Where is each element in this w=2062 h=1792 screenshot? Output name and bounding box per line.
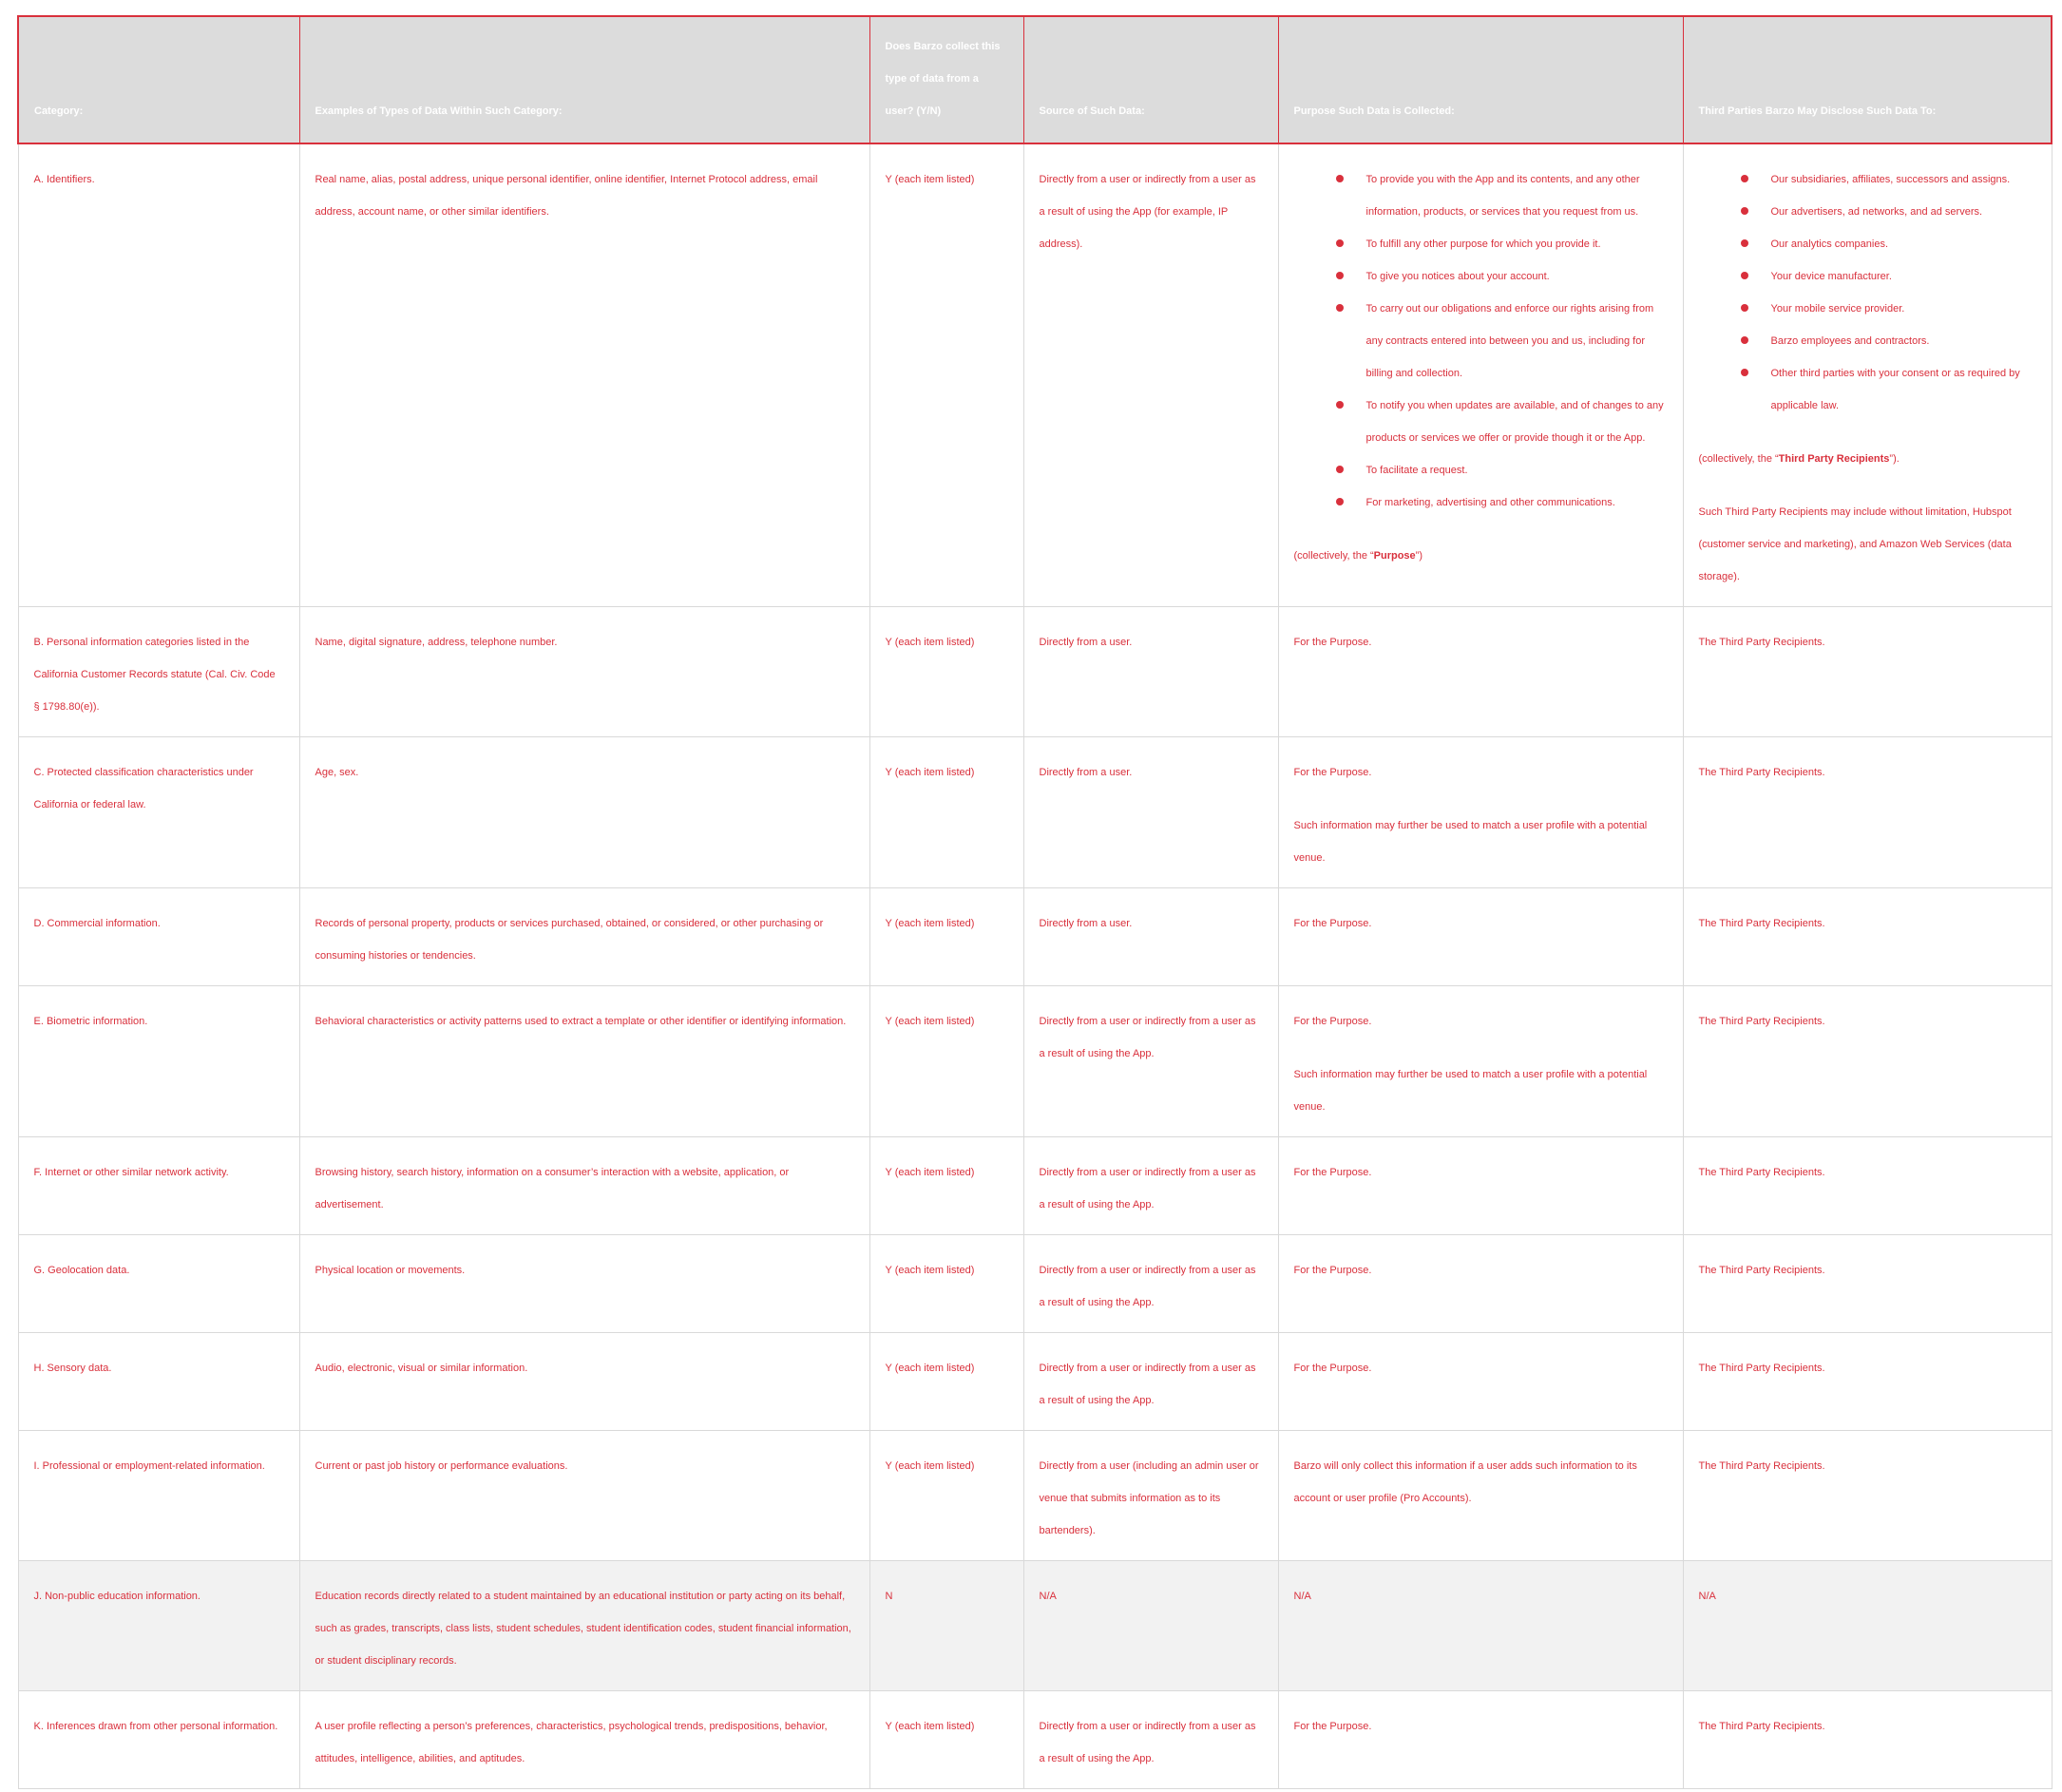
- third-party-extra: Such Third Party Recipients may include without limitation, Hubspot (customer service and marketing), and Amazon Web Services (data storage).: [1698, 506, 2012, 582]
- header-third-parties: Third Parties Barzo May Disclose Such Data To:: [1683, 16, 2052, 143]
- table-row: [18, 143, 2052, 607]
- header-examples: Examples of Types of Data Within Such Category:: [299, 16, 869, 143]
- cell-source: Directly from a user or indirectly from a user as a result of using the App.: [1023, 1235, 1278, 1333]
- cell-third-parties: The Third Party Recipients.: [1683, 1431, 2052, 1561]
- purpose-extra: Such information may further be used to match a user profile with a potential venue.: [1293, 820, 1648, 864]
- cell-third-parties: The Third Party Recipients.: [1683, 1137, 2052, 1235]
- purpose-note-suffix: ”): [1415, 550, 1422, 562]
- purpose-text: For the Purpose.: [1293, 1016, 1372, 1027]
- purpose-text: N/A: [1293, 1591, 1311, 1602]
- cell-source: Directly from a user or indirectly from a user as a result of using the App.: [1023, 986, 1278, 1137]
- cell-category: D. Commercial information.: [18, 888, 299, 986]
- cell-third-parties: The Third Party Recipients.: [1683, 737, 2052, 888]
- purpose-extra: Such information may further be used to match a user profile with a potential venue.: [1293, 1069, 1648, 1113]
- cell-collect: Y (each item listed): [869, 888, 1023, 986]
- cell-source: Directly from a user or indirectly from a user as a result of using the App (for example, IP address).: [1023, 143, 1278, 607]
- table-row: [18, 1333, 2052, 1431]
- list-item: To fulfill any other purpose for which you provide it.: [1336, 228, 1668, 260]
- purpose-note-prefix: (collectively, the “: [1293, 550, 1374, 562]
- list-item: Your mobile service provider.: [1741, 293, 2036, 325]
- purpose-text: Barzo will only collect this information if a user adds such information to its account or user profile (Pro Accounts).: [1293, 1460, 1637, 1504]
- cell-purpose: [1278, 1235, 1683, 1333]
- table-row: [18, 1235, 2052, 1333]
- cell-category: I. Professional or employment-related information.: [18, 1431, 299, 1561]
- table-row: [18, 888, 2052, 986]
- table-row: [18, 607, 2052, 737]
- cell-collect: N: [869, 1561, 1023, 1691]
- list-item: Other third parties with your consent or as required by applicable law.: [1741, 357, 2036, 422]
- cell-collect: Y (each item listed): [869, 1235, 1023, 1333]
- cell-examples: Current or past job history or performance evaluations.: [299, 1431, 869, 1561]
- purpose-note: [1294, 540, 1668, 572]
- cell-collect: Y (each item listed): [869, 1333, 1023, 1431]
- purpose-term: Purpose: [1373, 550, 1416, 562]
- list-item: Barzo employees and contractors.: [1741, 325, 2036, 357]
- list-item: To carry out our obligations and enforce our rights arising from any contracts entered into between you and us, including for billing and collection.: [1336, 293, 1668, 390]
- table-row: [18, 1561, 2052, 1691]
- cell-source: Directly from a user or indirectly from a user as a result of using the App.: [1023, 1137, 1278, 1235]
- cell-source: Directly from a user or indirectly from a user as a result of using the App.: [1023, 1333, 1278, 1431]
- list-item: To notify you when updates are available, and of changes to any products or services we offer or provide though it or the App.: [1336, 390, 1668, 454]
- table-row: [18, 1431, 2052, 1561]
- cell-purpose: [1278, 1333, 1683, 1431]
- cell-source: Directly from a user (including an admin user or venue that submits information as to its bartenders).: [1023, 1431, 1278, 1561]
- table-row: [18, 737, 2052, 888]
- cell-category: B. Personal information categories listed in the California Customer Records statute (Cal. Civ. Code § 1798.80(e)).: [18, 607, 299, 737]
- cell-category: J. Non-public education information.: [18, 1561, 299, 1691]
- purpose-text: For the Purpose.: [1293, 1721, 1372, 1732]
- purpose-text: For the Purpose.: [1293, 1363, 1372, 1374]
- list-item: To give you notices about your account.: [1336, 260, 1668, 293]
- privacy-data-table: [17, 15, 2052, 1789]
- purpose-text: For the Purpose.: [1293, 1265, 1372, 1276]
- cell-examples: Audio, electronic, visual or similar information.: [299, 1333, 869, 1431]
- cell-source: Directly from a user or indirectly from a user as a result of using the App.: [1023, 1691, 1278, 1789]
- cell-examples: Education records directly related to a student maintained by an educational institution or party acting on its behalf, such as grades, transcripts, class lists, student schedules, student identification codes, student financial information, or student disciplinary records.: [299, 1561, 869, 1691]
- cell-purpose: [1278, 1431, 1683, 1561]
- purpose-text: For the Purpose.: [1293, 767, 1372, 778]
- cell-third-parties: [1683, 143, 2052, 607]
- list-item: To facilitate a request.: [1336, 454, 1668, 486]
- cell-purpose: [1278, 1137, 1683, 1235]
- cell-category: A. Identifiers.: [18, 143, 299, 607]
- cell-purpose: [1278, 607, 1683, 737]
- cell-collect: Y (each item listed): [869, 1137, 1023, 1235]
- cell-purpose: [1278, 737, 1683, 888]
- cell-collect: Y (each item listed): [869, 1431, 1023, 1561]
- cell-collect: Y (each item listed): [869, 986, 1023, 1137]
- cell-category: K. Inferences drawn from other personal information.: [18, 1691, 299, 1789]
- cell-source: N/A: [1023, 1561, 1278, 1691]
- cell-third-parties: The Third Party Recipients.: [1683, 607, 2052, 737]
- cell-source: Directly from a user.: [1023, 888, 1278, 986]
- purpose-text: For the Purpose.: [1293, 918, 1372, 929]
- cell-purpose: [1278, 1691, 1683, 1789]
- purpose-list: [1294, 163, 1668, 519]
- cell-purpose: [1278, 1561, 1683, 1691]
- cell-third-parties: The Third Party Recipients.: [1683, 888, 2052, 986]
- cell-source: Directly from a user.: [1023, 607, 1278, 737]
- cell-purpose: [1278, 986, 1683, 1137]
- cell-category: H. Sensory data.: [18, 1333, 299, 1431]
- list-item: Your device manufacturer.: [1741, 260, 2036, 293]
- cell-examples: Real name, alias, postal address, unique personal identifier, online identifier, Internet Protocol address, email address, account name, or other similar identifiers.: [299, 143, 869, 607]
- cell-category: F. Internet or other similar network activity.: [18, 1137, 299, 1235]
- list-item: Our analytics companies.: [1741, 228, 2036, 260]
- header-category: Category:: [18, 16, 299, 143]
- cell-source: Directly from a user.: [1023, 737, 1278, 888]
- cell-collect: Y (each item listed): [869, 143, 1023, 607]
- cell-examples: Age, sex.: [299, 737, 869, 888]
- cell-category: E. Biometric information.: [18, 986, 299, 1137]
- list-item: For marketing, advertising and other communications.: [1336, 486, 1668, 519]
- header-collect: Does Barzo collect this type of data from a user? (Y/N): [869, 16, 1023, 143]
- list-item: Our advertisers, ad networks, and ad servers.: [1741, 196, 2036, 228]
- cell-third-parties: The Third Party Recipients.: [1683, 986, 2052, 1137]
- header-purpose: Purpose Such Data is Collected:: [1278, 16, 1683, 143]
- cell-purpose: [1278, 888, 1683, 986]
- cell-examples: A user profile reflecting a person’s preferences, characteristics, psychological trends, predispositions, behavior, attitudes, intelligence, abilities, and aptitudes.: [299, 1691, 869, 1789]
- cell-category: G. Geolocation data.: [18, 1235, 299, 1333]
- cell-category: C. Protected classification characteristics under California or federal law.: [18, 737, 299, 888]
- third-party-list: [1699, 163, 2036, 422]
- cell-collect: Y (each item listed): [869, 1691, 1023, 1789]
- third-note-prefix: (collectively, the “: [1698, 453, 1779, 465]
- purpose-text: For the Purpose.: [1293, 637, 1372, 648]
- third-party-term: Third Party Recipients: [1778, 453, 1890, 465]
- purpose-text: For the Purpose.: [1293, 1167, 1372, 1178]
- cell-third-parties: The Third Party Recipients.: [1683, 1235, 2052, 1333]
- third-party-note: [1699, 443, 2036, 475]
- list-item: To provide you with the App and its contents, and any other information, products, or services that you request from us.: [1336, 163, 1668, 228]
- privacy-data-table-wrapper: [17, 15, 2051, 1789]
- table-header-row: [18, 16, 2052, 143]
- cell-examples: Behavioral characteristics or activity patterns used to extract a template or other identifier or identifying information.: [299, 986, 869, 1137]
- cell-third-parties: N/A: [1683, 1561, 2052, 1691]
- list-item: Our subsidiaries, affiliates, successors and assigns.: [1741, 163, 2036, 196]
- header-source: Source of Such Data:: [1023, 16, 1278, 143]
- cell-third-parties: The Third Party Recipients.: [1683, 1333, 2052, 1431]
- table-row: [18, 1691, 2052, 1789]
- cell-collect: Y (each item listed): [869, 607, 1023, 737]
- third-note-suffix: ”).: [1889, 453, 1900, 465]
- cell-examples: Name, digital signature, address, telephone number.: [299, 607, 869, 737]
- cell-examples: Physical location or movements.: [299, 1235, 869, 1333]
- cell-third-parties: The Third Party Recipients.: [1683, 1691, 2052, 1789]
- cell-purpose: [1278, 143, 1683, 607]
- table-row: [18, 986, 2052, 1137]
- cell-examples: Browsing history, search history, information on a consumer’s interaction with a website, application, or advertisement.: [299, 1137, 869, 1235]
- cell-collect: Y (each item listed): [869, 737, 1023, 888]
- table-row: [18, 1137, 2052, 1235]
- cell-examples: Records of personal property, products or services purchased, obtained, or considered, or other purchasing or consuming histories or tendencies.: [299, 888, 869, 986]
